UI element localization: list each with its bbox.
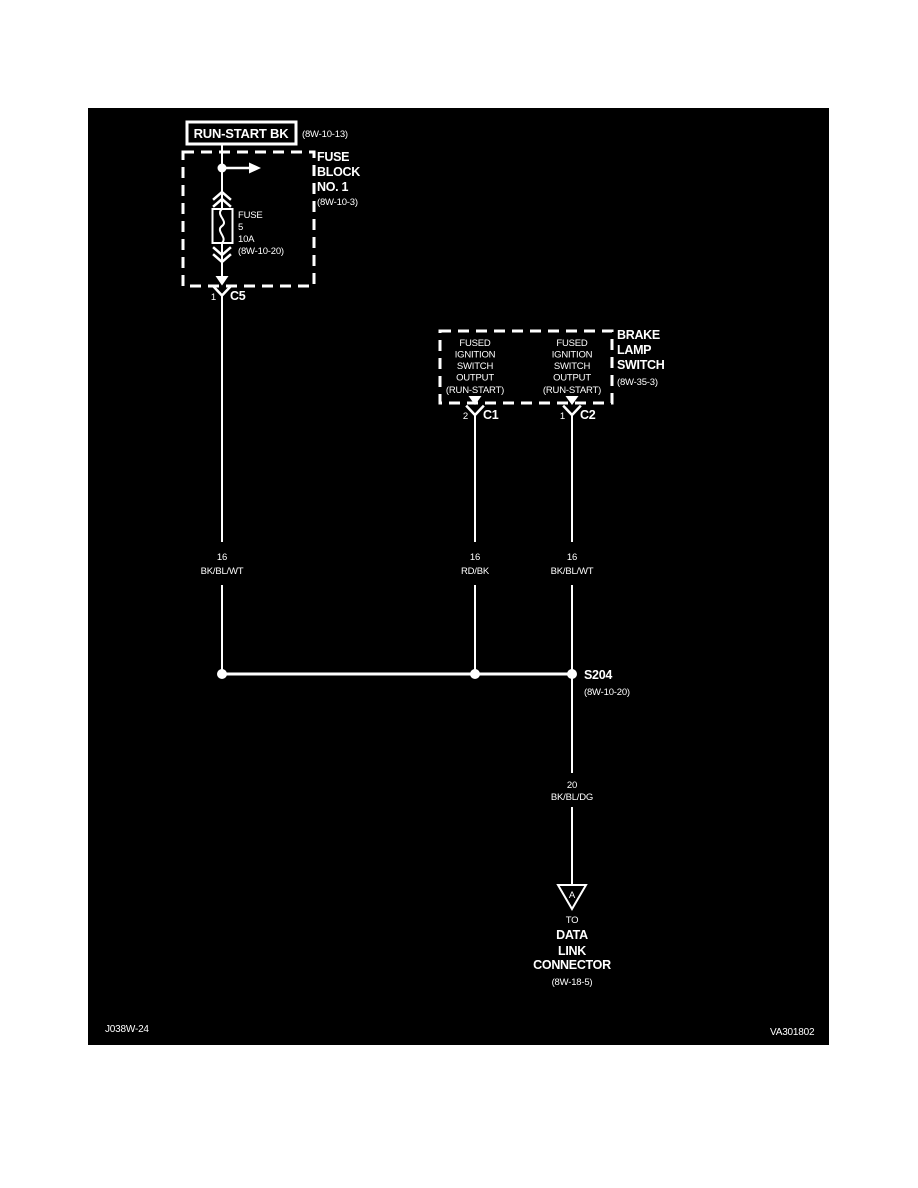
c2-pin: 1 <box>559 411 565 422</box>
fuse-block-ref: (8W-10-3) <box>317 197 358 208</box>
footer-right-code: VA301802 <box>770 1027 815 1038</box>
bls-name-line3: SWITCH <box>617 358 665 372</box>
off-page-dest-line1: DATA <box>556 928 588 942</box>
bls-name-line1: BRAKE <box>617 328 660 342</box>
off-page-to-label: TO <box>565 915 579 926</box>
connector-cup-icon <box>564 407 580 416</box>
wire3-gauge: 16 <box>566 552 578 563</box>
connector-arrow-icon <box>216 276 229 286</box>
off-page-dest-line2: LINK <box>558 944 586 958</box>
wire1-color: BK/BL/WT <box>200 566 244 577</box>
fuse-ref: (8W-10-20) <box>238 246 284 257</box>
c5-pin: 1 <box>210 292 216 303</box>
bls-ref: (8W-35-3) <box>617 377 658 388</box>
wire2-color: RD/BK <box>460 566 490 577</box>
schematic-svg <box>88 108 829 1045</box>
bls-terminal2-line4: OUTPUT <box>553 372 591 384</box>
c5-name: C5 <box>230 289 246 303</box>
fuse-number: 5 <box>238 222 244 233</box>
splice-ref: (8W-10-20) <box>584 687 630 698</box>
wire1-gauge: 16 <box>216 552 228 563</box>
c1-name: C1 <box>483 408 499 422</box>
off-page-ref: (8W-18-5) <box>551 977 593 988</box>
wiring-diagram-canvas <box>88 108 829 1045</box>
connector-cup-icon <box>214 287 230 296</box>
fuse-label: FUSE <box>238 210 263 221</box>
off-page-id: A <box>568 890 576 901</box>
c2-name: C2 <box>580 408 596 422</box>
splice-name: S204 <box>584 668 612 682</box>
bls-terminal1-line4: OUTPUT <box>456 372 494 384</box>
bls-name-line2: LAMP <box>617 343 652 357</box>
splice-dot <box>217 669 227 679</box>
fuse-block-name-line3: NO. 1 <box>317 180 349 194</box>
connector-cup-icon <box>467 407 483 416</box>
c1-pin: 2 <box>462 411 468 422</box>
fuse-element-icon <box>220 209 224 243</box>
fuse-rating: 10A <box>238 234 255 245</box>
fuse-block-name-line1: FUSE <box>317 150 350 164</box>
footer-left-code: J038W-24 <box>105 1024 149 1035</box>
fuse-block-name-line2: BLOCK <box>317 165 360 179</box>
splice-dot <box>470 669 480 679</box>
branch-arrow-icon <box>249 163 261 174</box>
wire4-color: BK/BL/DG <box>550 792 594 803</box>
bls-terminal2-line1: FUSED <box>556 338 588 349</box>
power-feed-label: RUN-START BK <box>193 126 289 141</box>
wire4-gauge: 20 <box>566 780 578 791</box>
power-feed-ref: (8W-10-13) <box>302 129 348 140</box>
bls-terminal1-line2: IGNITION <box>454 349 496 361</box>
bls-terminal2-line5: (RUN-START) <box>542 385 602 396</box>
wire3-color: BK/BL/WT <box>550 566 594 577</box>
off-page-dest-line3: CONNECTOR <box>533 958 611 972</box>
bls-terminal1-line1: FUSED <box>459 338 491 349</box>
bls-terminal2-line2: IGNITION <box>551 349 593 361</box>
bls-terminal2-line3: SWITCH <box>553 361 591 372</box>
bls-terminal1-line5: (RUN-START) <box>445 385 505 396</box>
wire2-gauge: 16 <box>469 552 481 563</box>
bls-terminal1-line3: SWITCH <box>456 361 494 372</box>
